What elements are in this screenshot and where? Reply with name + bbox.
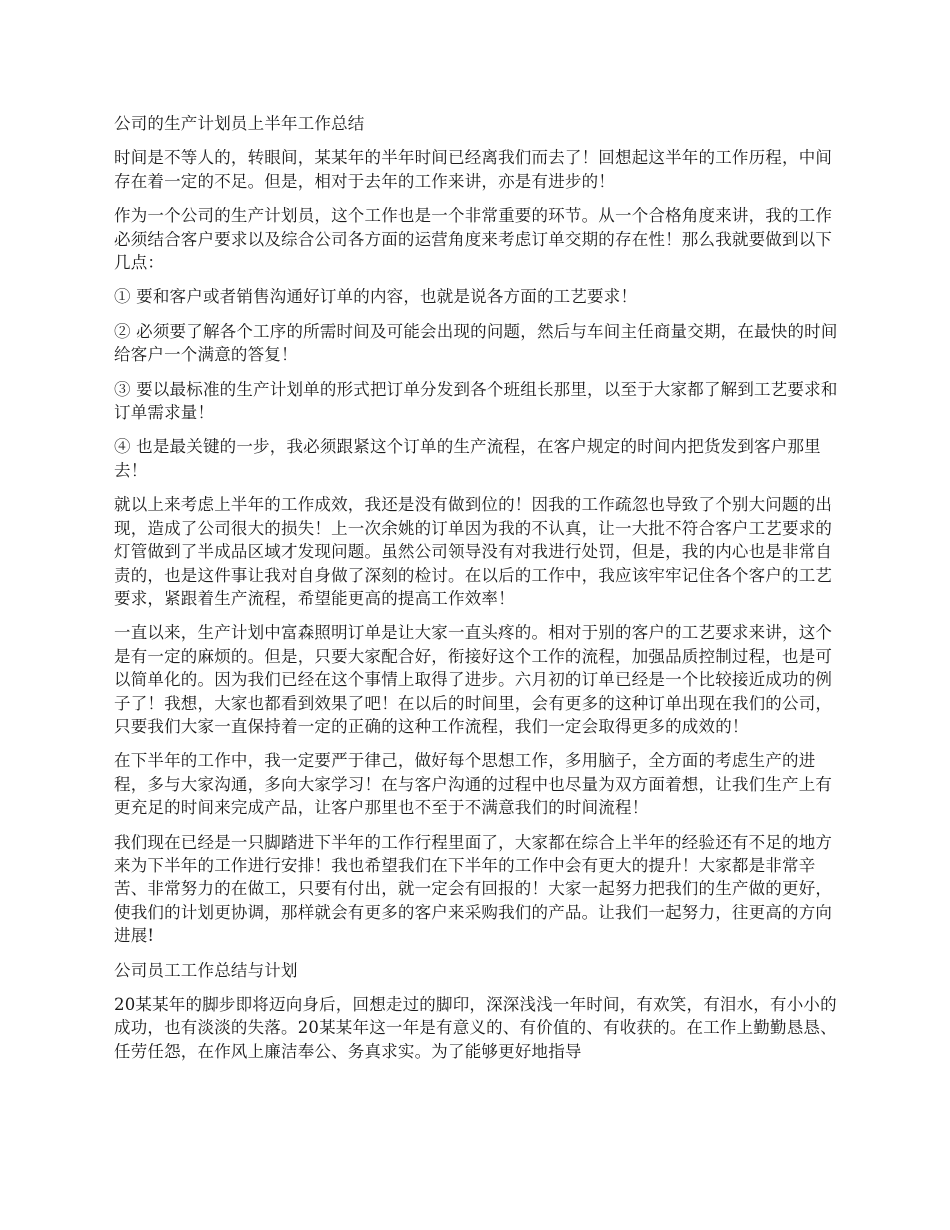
paragraph-plan: 在下半年的工作中，我一定要严于律己，做好每个思想工作，多用脑子，全方面的考虑生产的进程，多与大家沟通，多向大家学习！在与客户沟通的过程中也尽量为双方面着想，让我们生产上有更充足的时间来完成产品，让客户那里也不至于不满意我们的时间流程！ (114, 751, 833, 818)
list-item-4: ④ 也是最关键的一步，我必须跟紧这个订单的生产流程，在客户规定的时间内把货发到客户那里去！ (114, 437, 821, 480)
paragraph-role: 作为一个公司的生产计划员，这个工作也是一个非常重要的环节。从一个合格角度来讲，我的工作必须结合客户要求以及综合公司各方面的运营角度来考虑订单交期的存在性！那么我就要做到以下几点： (114, 206, 833, 273)
document-page (114, 112, 842, 1074)
document-title: 公司的生产计划员上半年工作总结 (114, 114, 365, 133)
section-title-2: 公司员工工作总结与计划 (114, 960, 298, 980)
list-item-3: ③ 要以最标准的生产计划单的形式把订单分发到各个班组长那里，以至于大家都了解到工艺要求和订单需求量！ (114, 379, 838, 423)
paragraph-intro: 时间是不等人的，转眼间，某某年的半年时间已经离我们而去了！回想起这半年的工作历程，中间存在着一定的不足。但是，相对于去年的工作来讲，亦是有进步的！ (114, 148, 833, 191)
list-item-1: ① 要和客户或者销售沟通好订单的内容，也就是说各方面的工艺要求！ (114, 287, 638, 307)
paragraph-orders: 一直以来，生产计划中富森照明订单是让大家一直头疼的。相对于别的客户的工艺要求来讲，这个是有一定的麻烦的。但是，只要大家配合好，衔接好这个工作的流程，加强品质控制过程，也是可以简单化的。因为我们已经在这个事情上取得了进步。六月初的订单已经是一个比较接近成功的例子了！我想，大家也都看到效果了吧！在以后的时间里，会有更多的这种订单出现在我们的公司，只要我们大家一直保持着一定的正确的这种工作流程，我们一定会取得更多的成效的！ (114, 623, 833, 736)
paragraph-review: 就以上来考虑上半年的工作成效，我还是没有做到位的！因我的工作疏忽也导致了个别大问题的出现，造成了公司很大的损失！上一次余姚的订单因为我的不认真，让一大批不符合客户工艺要求的灯管做到了半成品区域才发现问题。虽然公司领导没有对我进行处罚，但是，我的内心也是非常自责的，也是这件事让我对自身做了深刻的检讨。在以后的工作中，我应该牢牢记住各个客户的工艺要求，紧跟着生产流程，希望能更高的提高工作效率！ (114, 495, 833, 608)
paragraph-closing: 我们现在已经是一只脚踏进下半年的工作行程里面了，大家都在综合上半年的经验还有不足的地方来为下半年的工作进行安排！我也希望我们在下半年的工作中会有更大的提升！大家都是非常辛苦、非常努力的在做工，只要有付出，就一定会有回报的！大家一起努力把我们的生产做的更好，使我们的计划更协调，那样就会有更多的客户来采购我们的产品。让我们一起努力，往更高的方向进展! (114, 832, 833, 946)
paragraph-section2-intro: 20某某年的脚步即将迈向身后，回想走过的脚印，深深浅浅一年时间，有欢笑，有泪水，有小小的成功，也有淡淡的失落。20某某年这一年是有意义的、有价值的、有收获的。在工作上勤勤恳恳、任劳任怨，在作风上廉洁奉公、务真求实。为了能够更好地指导 (114, 995, 837, 1061)
list-item-2: ② 必须要了解各个工序的所需时间及可能会出现的问题，然后与车间主任商量交期，在最快的时间给客户一个满意的答复！ (114, 321, 838, 365)
